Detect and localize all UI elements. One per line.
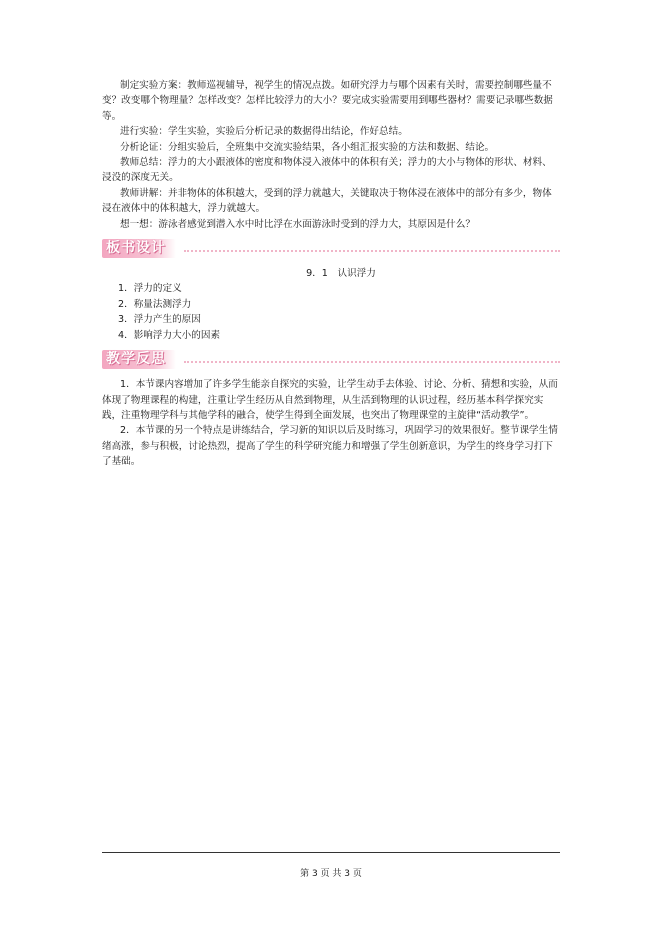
heading-badge	[102, 239, 176, 258]
paragraph-lead: 制定实验方案：	[120, 80, 188, 91]
paragraph-plan	[102, 78, 560, 124]
board-outline-list	[102, 281, 560, 343]
document-body	[102, 78, 560, 470]
section-heading-reflection	[102, 347, 560, 373]
heading-dotted-rule	[184, 250, 560, 252]
heading-dotted-rule	[184, 361, 560, 363]
paragraph-text: 分组实验后，全班集中交流实验结果，各小组汇报实验的方法和数据、结论。	[167, 141, 495, 153]
page-number: 第 3 页 共 3 页	[300, 869, 362, 879]
footer-divider	[102, 852, 560, 853]
paragraph-think	[102, 217, 560, 232]
reflection-paragraph-2: 2．本节课的另一个特点是讲练结合，学习新的知识以后及时练习，巩固学习的效果很好。整节课学生情绪高涨，参与积极，讨论热烈，提高了学生的科学研究能力和增强了学生创新意识，为学生的终身学习打下了基础。	[102, 425, 558, 468]
list-item: 3．浮力产生的原因	[118, 314, 201, 326]
list-item: 4．影响浮力大小的因素	[118, 329, 221, 341]
paragraph-lead: 想一想：	[120, 218, 159, 230]
paragraph-text: 并非物体的体积越大，受到的浮力就越大，关键取决于物体浸在液体中的部分有多少，物体浸在液体中的体积越大，浮力就越大。	[102, 187, 552, 215]
paragraph-text: 游泳者感觉到潜入水中时比浮在水面游泳时受到的浮力大，其原因是什么？	[158, 218, 475, 230]
section-heading-board	[102, 236, 560, 262]
paragraph-lead: 教师讲解：	[120, 187, 168, 199]
list-item: 1．浮力的定义	[118, 283, 182, 295]
board-title: 9．1 认识浮力	[306, 268, 376, 280]
paragraph-experiment	[102, 124, 560, 139]
paragraph-lead: 教师总结：	[120, 157, 168, 169]
paragraph-lead: 进行实验：	[120, 126, 168, 138]
heading-badge	[102, 350, 176, 369]
heading-label: 教学反思	[106, 351, 166, 368]
paragraph-text: 浮力的大小跟液体的密度和物体浸入液体中的体积有关；浮力的大小与物体的形状、材料、浸没的深度无关。	[102, 157, 552, 184]
paragraph-analysis	[102, 140, 560, 155]
paragraph-text: 学生实验，实验后分析记录的数据得出结论，作好总结。	[167, 126, 408, 138]
paragraph-explanation	[102, 186, 560, 217]
paragraph-text: 教师巡视辅导，视学生的情况点拨。如研究浮力与哪个因素有关时，需要控制哪些量不变？改变哪个物理量？怎样改变？怎样比较浮力的大小？要完成实验需要用到哪些器材？需要记录哪些数据等。	[102, 80, 553, 122]
heading-label: 板书设计	[106, 240, 166, 257]
paragraph-summary	[102, 155, 560, 186]
reflection-paragraph-1: 1．本节课内容增加了许多学生能亲自探究的实验，让学生动手去体验、讨论、分析、猜想和实验，从而体现了物理课程的构建，注重让学生经历从自然到物理，从生活到物理的认识过程，经历基本科学探究实践，注重物理学科与其他学科的融合，使学生得到全面发展，也突出了物理课堂的主旋律“活动教学”。	[102, 379, 558, 421]
list-item: 2．称量法测浮力	[118, 298, 192, 310]
paragraph-lead: 分析论证：	[120, 141, 168, 153]
